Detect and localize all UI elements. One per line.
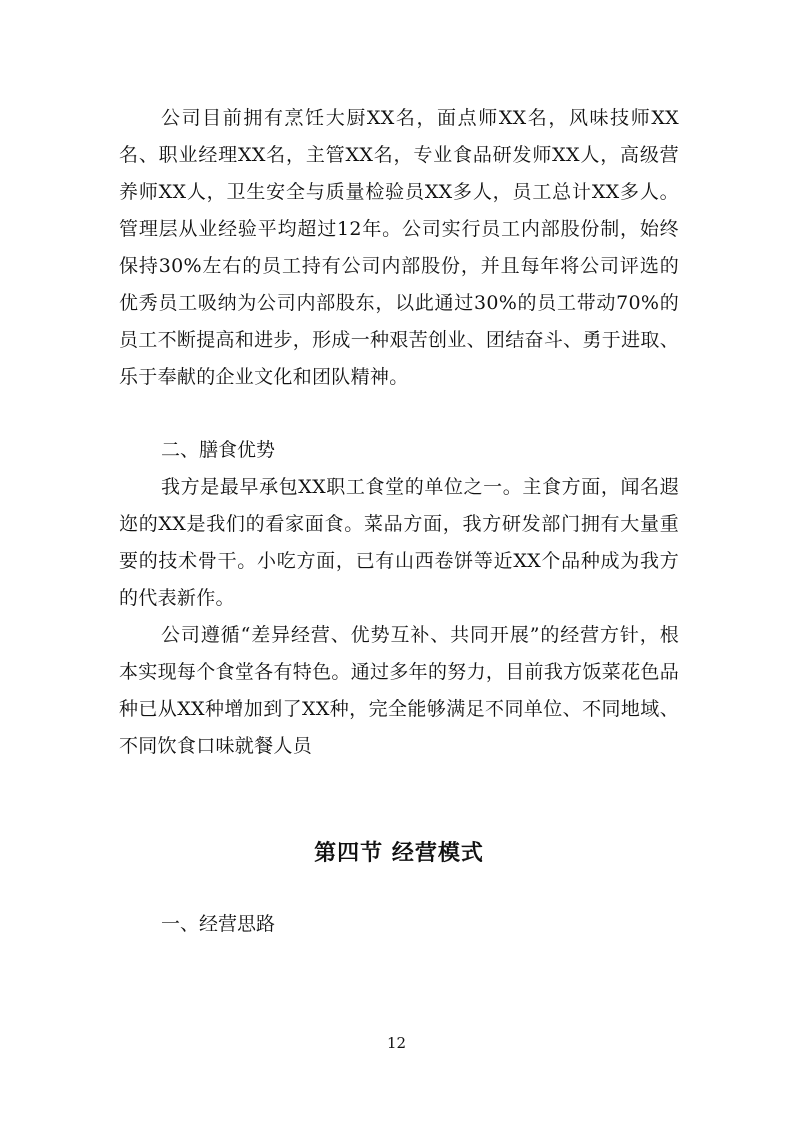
page-content <box>119 100 679 943</box>
spacer <box>119 872 679 906</box>
section-title: 第四节 经营模式 <box>314 841 484 866</box>
body-paragraph-diet-2: 公司遵循“差异经营、优势互补、共同开展”的经营方针，根本实现每个食堂各有特色。通过多年的努力，目前我方饭菜花色品种已从XX种增加到了XX种，完全能够满足不同单位、不同地域、不同饮食口味就餐人员 <box>119 624 679 757</box>
spacer <box>119 765 679 835</box>
subsection-heading-diet-advantage: 二、膳食优势 <box>161 439 276 461</box>
page-number: 12 <box>386 1034 407 1052</box>
body-paragraph-staff: 公司目前拥有烹饪大厨XX名，面点师XX名，风味技师XX名、职业经理XX名，主管XX名，专业食品研发师XX人，高级营养师XX人，卫生安全与质量检验员XX多人，员工总计XX多人。管理层从业经验平均超过12年。公司实行员工内部股份制，始终保持30%左右的员工持有公司内部股份，并且每年将公司评选的优秀员工吸纳为公司内部股东，以此通过30%的员工带动70%的员工不断提高和进步，形成一种艰苦创业、团结奋斗、勇于进取、乐于奉献的企业文化和团队精神。 <box>119 107 679 388</box>
body-paragraph-diet-1: 我方是最早承包XX职工食堂的单位之一。主食方面，闻名遐迩的XX是我们的看家面食。菜品方面，我方研发部门拥有大量重要的技术骨干。小吃方面，已有山西卷饼等近XX个品种成为我方的代表新作。 <box>119 476 679 609</box>
subsection-heading-business-idea: 一、经营思路 <box>161 913 276 935</box>
spacer <box>119 396 679 432</box>
